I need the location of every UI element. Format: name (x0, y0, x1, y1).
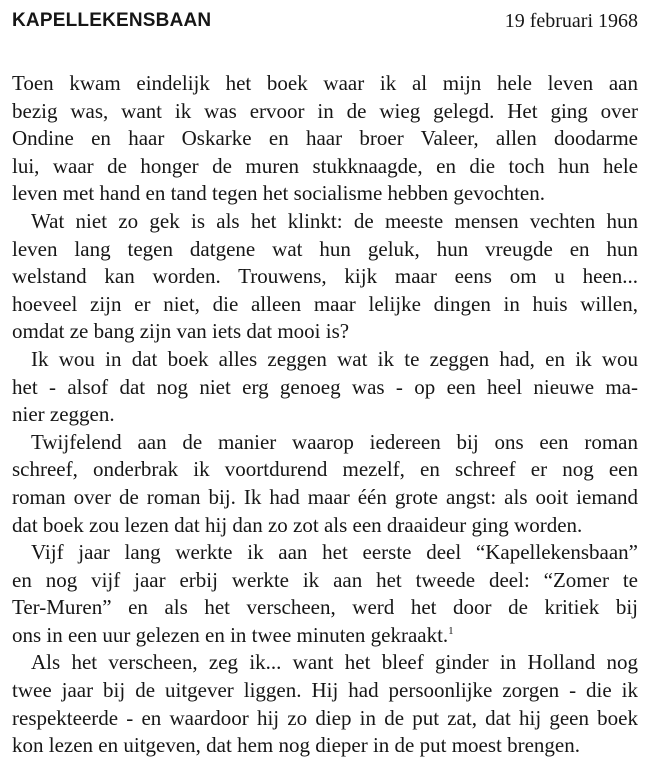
text-line: ons in een uur gelezen en in twee minuten gekraakt. (12, 622, 449, 647)
text-line: Vijf jaar lang werkte ik aan het eerste deel “Kapellekensbaan” (31, 540, 638, 565)
text-line: bezig was, want ik was ervoor in de wieg gelegd. Het ging over (12, 98, 638, 123)
text-line: leven met hand en tand tegen het socialisme hebben gevochten. (12, 181, 545, 206)
text-line: nier zeggen. (12, 402, 115, 427)
paragraph (12, 429, 638, 539)
text-line: Twijfelend aan de manier waarop iedereen bij ons een roman (31, 429, 638, 454)
text-line: welstand kan worden. Trouwens, kijk maar eens om u heen... (12, 264, 638, 289)
text-line: leven lang tegen datgene wat hun geluk, hun vreugde en hun (12, 236, 638, 261)
text-line: respekteerde - en waardoor hij zo diep in de put zat, dat hij geen boek (12, 705, 638, 730)
text-line: omdat ze bang zijn van iets dat mooi is? (12, 319, 350, 344)
header-date: 19 februari 1968 (504, 10, 638, 32)
paragraph (12, 70, 638, 208)
running-header (12, 10, 638, 38)
paragraph (12, 346, 638, 429)
text-line: het - alsof dat nog niet erg genoeg was - op een heel nieuwe ma- (12, 374, 638, 399)
paragraph (12, 539, 638, 649)
paragraph (12, 208, 638, 346)
text-line: hoeveel zijn er niet, die alleen maar lelijke dingen in huis willen, (12, 291, 638, 316)
text-line: Als het verscheen, zeg ik... want het bleef ginder in Holland nog (31, 650, 638, 675)
text-line: kon lezen en uitgeven, dat hem nog dieper in de put moest brengen. (12, 733, 580, 758)
text-line: Toen kwam eindelijk het boek waar ik al mijn hele leven aan (12, 71, 638, 95)
text-line: Ter-Muren” en als het verscheen, werd het door de kritiek bij (12, 595, 638, 620)
text-line: twee jaar bij de uitgever liggen. Hij had persoonlijke zorgen - die ik (12, 678, 638, 703)
text-line: Ondine en haar Oskarke en haar broer Valeer, allen doodarme (12, 126, 638, 151)
text-line-with-footnote (12, 622, 638, 650)
book-page (12, 10, 638, 758)
text-line: schreef, onderbrak ik voortdurend mezelf, en schreef er nog een (12, 457, 638, 482)
footnote-marker: 1 (448, 624, 454, 637)
text-line: en nog vijf jaar erbij werkte ik aan het tweede deel: “Zomer te (12, 567, 638, 592)
running-title: KAPELLEKENSBAAN (12, 10, 212, 31)
text-line: lui, waar de honger de muren stukknaagde, en die toch hun hele (12, 153, 638, 178)
text-line: Wat niet zo gek is als het klinkt: de meeste mensen vechten hun (31, 208, 638, 233)
text-line: dat boek zou lezen dat hij dan zo zot als een draaideur ging worden. (12, 512, 583, 537)
text-line: Ik wou in dat boek alles zeggen wat ik te zeggen had, en ik wou (31, 346, 638, 371)
paragraph (12, 649, 638, 759)
text-line: roman over de roman bij. Ik had maar één grote angst: als ooit iemand (12, 484, 638, 509)
body-text (12, 70, 638, 760)
